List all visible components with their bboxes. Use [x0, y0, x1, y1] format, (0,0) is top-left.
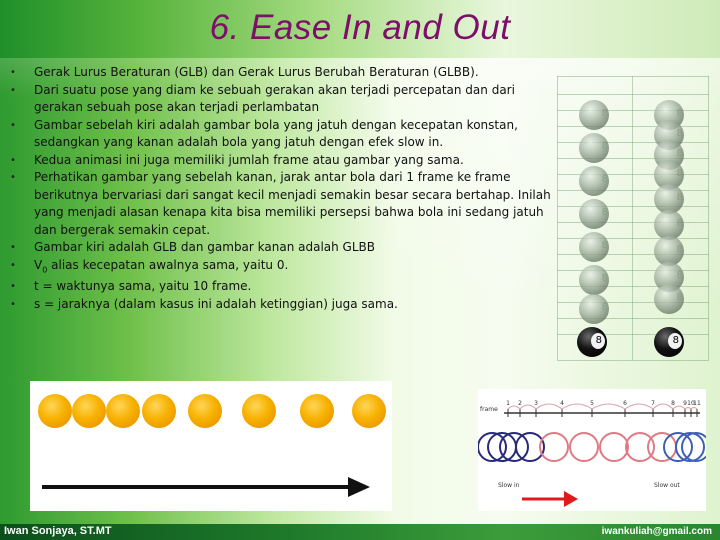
- frame-label: frame: [480, 406, 498, 413]
- orange-ball: [72, 394, 106, 428]
- ball-number: 8: [676, 192, 683, 203]
- orange-ball: [242, 394, 276, 428]
- slide-title: 6. Ease In and Out: [209, 8, 511, 47]
- grid-line: [557, 238, 709, 239]
- ease-circles-svg: [478, 389, 706, 511]
- grid-line: [708, 76, 709, 360]
- bullet-marker: •: [10, 172, 16, 183]
- ball-number: 8: [676, 244, 683, 255]
- grid-line: [557, 126, 709, 127]
- bullet-marker: •: [10, 259, 16, 271]
- bullet-text: Gambar sebelah kiri adalah gambar bola yang jatuh dengan kecepatan konstan, sedangkan yang kanan adalah bola yang jatuh dengan efek slow in.: [34, 117, 518, 149]
- bullet-marker: •: [10, 119, 16, 131]
- slow-in-label: Slow in: [498, 482, 520, 489]
- ease-circle: [682, 433, 706, 461]
- bullet-text: Gerak Lurus Beraturan (GLB) dan Gerak Lurus Berubah Beraturan (GLBB).: [34, 65, 479, 79]
- footer-author: Iwan Sonjaya, ST.MT: [4, 525, 112, 537]
- grid-line: [557, 158, 709, 159]
- ease-circle: [676, 433, 704, 461]
- grid-line: [557, 270, 709, 271]
- bullet-item: [10, 169, 558, 239]
- frame-arc: [691, 408, 697, 410]
- bullet-item: [10, 239, 558, 257]
- ball-ghost: [579, 265, 609, 295]
- orange-ball: [106, 394, 140, 428]
- slow-out-label: Slow out: [654, 482, 680, 489]
- ball-number: 8: [601, 207, 608, 218]
- frame-number: 7: [651, 400, 655, 407]
- bullet-item: [10, 64, 558, 82]
- frame-number: 6: [623, 400, 627, 407]
- bullet-marker: •: [10, 298, 16, 310]
- bullet-list: [10, 64, 558, 313]
- ease-circle: [500, 433, 528, 461]
- frame-number: 4: [560, 400, 564, 407]
- grid-line: [557, 360, 709, 361]
- ease-circle: [664, 433, 692, 461]
- bullet-text: Kedua animasi ini juga memiliki jumlah frame atau gambar yang sama.: [34, 152, 464, 167]
- ease-circle: [648, 433, 676, 461]
- ball-number: 8: [601, 141, 608, 152]
- frame-number: 1: [506, 400, 510, 407]
- orange-ball: [352, 394, 386, 428]
- bullet-item: [10, 296, 558, 314]
- ball-number: 8: [601, 108, 608, 119]
- grid-line: [557, 318, 709, 319]
- frame-number: 8: [671, 400, 675, 407]
- ease-circle: [626, 433, 654, 461]
- grid-line: [557, 76, 709, 77]
- ball-ghost: [654, 284, 684, 314]
- orange-ball-diagram: [30, 381, 392, 511]
- ball-number: 8: [595, 335, 602, 346]
- grid-line: [557, 222, 709, 223]
- footer-email: iwankuliah@gmail.com: [601, 526, 712, 537]
- ease-circles-diagram: [478, 389, 706, 511]
- ball-number: 8: [676, 168, 683, 179]
- arrow-shaft: [42, 485, 352, 489]
- bullet-item: [10, 278, 558, 296]
- ball-final: [577, 327, 607, 357]
- ball-number: 8: [601, 174, 608, 185]
- orange-ball: [188, 394, 222, 428]
- frame-number: 11: [693, 400, 701, 407]
- bullet-text: Perhatikan gambar yang sebelah kanan, jarak antar bola dari 1 frame ke frame berikutnya bervariasi dari sangat kecil menjadi semakin besar secara bertahap. Inilah yang menjadi alasan kenapa kita bisa memiliki persepsi bahwa bola ini sedang jatuh dan bergerak semakin cepat.: [34, 170, 551, 237]
- arrow-head-icon: [348, 477, 370, 497]
- ball-number: 8: [676, 292, 683, 303]
- bullet-marker: •: [10, 242, 16, 253]
- frame-number: 2: [518, 400, 522, 407]
- ball-number: 8: [676, 218, 683, 229]
- ball-number: 8: [601, 273, 608, 284]
- red-arrow-head-icon: [564, 491, 578, 507]
- bullet-text: Dari suatu pose yang diam ke sebuah gerakan akan terjadi percepatan dan dari gerakan sebuah pose akan terjadi perlambatan: [34, 82, 515, 114]
- orange-ball: [38, 394, 72, 428]
- footer-bar: [0, 524, 720, 540]
- ball-number: 8: [676, 270, 683, 281]
- v0-subscript: 0: [42, 264, 48, 274]
- ball-ghost: [579, 199, 609, 229]
- ball-ghost: [579, 133, 609, 163]
- frame-arc: [536, 404, 562, 409]
- ball-number: 8: [601, 240, 608, 251]
- bullet-text: Gambar kiri adalah GLB dan gambar kanan adalah GLBB: [34, 240, 376, 254]
- grid-line: [557, 254, 709, 255]
- ball-number: 8: [676, 148, 683, 159]
- ball-number: 8: [601, 302, 608, 313]
- bullet-text: s = jaraknya (dalam kasus ini adalah ketinggian) juga sama.: [34, 296, 398, 311]
- orange-ball: [300, 394, 334, 428]
- frame-arc: [625, 404, 653, 409]
- frame-arc: [562, 404, 592, 409]
- ball-ghost: [579, 166, 609, 196]
- bullet-marker: •: [10, 67, 16, 78]
- ball-ghost: [579, 232, 609, 262]
- bullet-item: [10, 82, 558, 117]
- frame-number: 5: [590, 400, 594, 407]
- frame-number: 10: [687, 400, 695, 407]
- frame-number: 9: [683, 400, 687, 407]
- ball-ghost: [579, 294, 609, 324]
- grid-line: [557, 76, 558, 360]
- bullet-marker: •: [10, 84, 16, 96]
- frame-arc: [653, 404, 673, 409]
- ball-number: 8: [676, 108, 683, 119]
- grid-line: [632, 76, 633, 360]
- ball-ghost: [579, 100, 609, 130]
- ease-circle: [600, 433, 628, 461]
- bullet-item: [10, 257, 558, 279]
- frame-number: 3: [534, 400, 538, 407]
- v0-suffix: alias kecepatan awalnya sama, yaitu 0.: [47, 257, 289, 272]
- bullet-marker: •: [10, 281, 16, 293]
- ball-final: [654, 327, 684, 357]
- grid-line: [557, 190, 709, 191]
- bullet-item: [10, 152, 558, 170]
- falling-ball-diagram: [557, 76, 709, 360]
- bullet-text-v0: [34, 258, 288, 272]
- frame-arc: [592, 404, 625, 409]
- v0-prefix: V: [34, 257, 43, 272]
- grid-line: [557, 94, 709, 95]
- orange-ball: [142, 394, 176, 428]
- frame-arc: [685, 408, 691, 410]
- ease-circle: [570, 433, 598, 461]
- bullet-text: t = waktunya sama, yaitu 10 frame.: [34, 279, 252, 294]
- ball-number: 8: [676, 128, 683, 139]
- bullet-marker: •: [10, 154, 16, 166]
- bullet-item: [10, 117, 558, 152]
- ball-number: 8: [672, 335, 679, 346]
